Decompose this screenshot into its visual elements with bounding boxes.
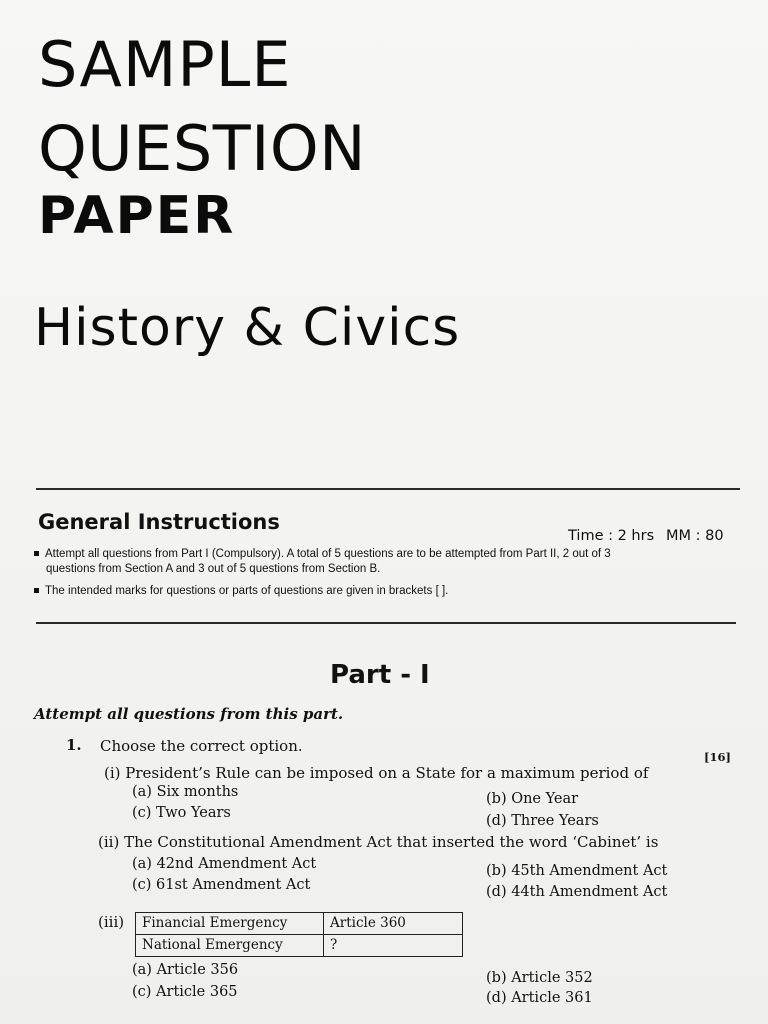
question-text: Choose the correct option. <box>100 737 303 755</box>
bullet-icon <box>34 588 39 593</box>
table-row <box>136 935 463 957</box>
time-allowed: Time : 2 hrs <box>568 528 655 544</box>
bullet-icon <box>34 551 39 556</box>
subquestion-text: The Constitutional Amendment Act that inserted the word ‘Cabinet’ is <box>124 833 659 851</box>
divider-bottom <box>36 622 736 624</box>
question-number: 1. <box>66 736 82 754</box>
subquestion-label: (ii) <box>98 833 120 851</box>
subquestion-3-label: (iii) <box>98 913 125 931</box>
option: (b) 45th Amendment Act <box>486 863 668 879</box>
subquestion-label: (i) <box>104 764 121 782</box>
option: (a) Article 356 <box>132 962 239 978</box>
divider-top <box>36 488 740 490</box>
option: (a) Six months <box>132 784 239 800</box>
cover-title-line-1: SAMPLE <box>38 28 292 101</box>
option: (c) Article 365 <box>132 984 238 1000</box>
max-marks: MM : 80 <box>666 528 724 544</box>
cover-title-line-3: PAPER <box>38 186 236 246</box>
instruction-bullet-1 <box>34 548 611 560</box>
option: (d) Three Years <box>486 813 599 829</box>
option: (c) Two Years <box>132 805 231 821</box>
part-heading: Part - I <box>330 660 430 690</box>
subquestion-2 <box>98 833 658 851</box>
option: (d) 44th Amendment Act <box>486 884 668 900</box>
subquestion-1 <box>104 764 648 782</box>
instruction-text-1a: Attempt all questions from Part I (Compulsory). A total of 5 questions are to be attempted from Part II, 2 out of 3 <box>45 548 611 560</box>
table-row <box>136 913 463 935</box>
instruction-text-1b: questions from Section A and 3 out of 5 questions from Section B. <box>46 563 381 575</box>
cover-title-line-2: QUESTION <box>38 112 367 185</box>
table-cell: National Emergency <box>136 935 324 957</box>
option: (d) Article 361 <box>486 990 593 1006</box>
question-marks: [16] <box>704 750 731 764</box>
table-cell: ? <box>324 935 463 957</box>
table-cell: Article 360 <box>324 913 463 935</box>
option: (a) 42nd Amendment Act <box>132 856 317 872</box>
instruction-text-2: The intended marks for questions or parts of questions are given in brackets [ ]. <box>45 585 449 597</box>
option: (c) 61st Amendment Act <box>132 877 311 893</box>
table-cell: Financial Emergency <box>136 913 324 935</box>
option: (b) Article 352 <box>486 970 593 986</box>
part-directive: Attempt all questions from this part. <box>34 705 344 723</box>
instruction-bullet-2 <box>34 585 448 597</box>
subject-title: History & Civics <box>34 298 461 358</box>
emergency-table <box>135 912 463 957</box>
option: (b) One Year <box>486 791 579 807</box>
subquestion-text: President’s Rule can be imposed on a State for a maximum period of <box>125 764 649 782</box>
instructions-heading: General Instructions <box>38 510 280 534</box>
